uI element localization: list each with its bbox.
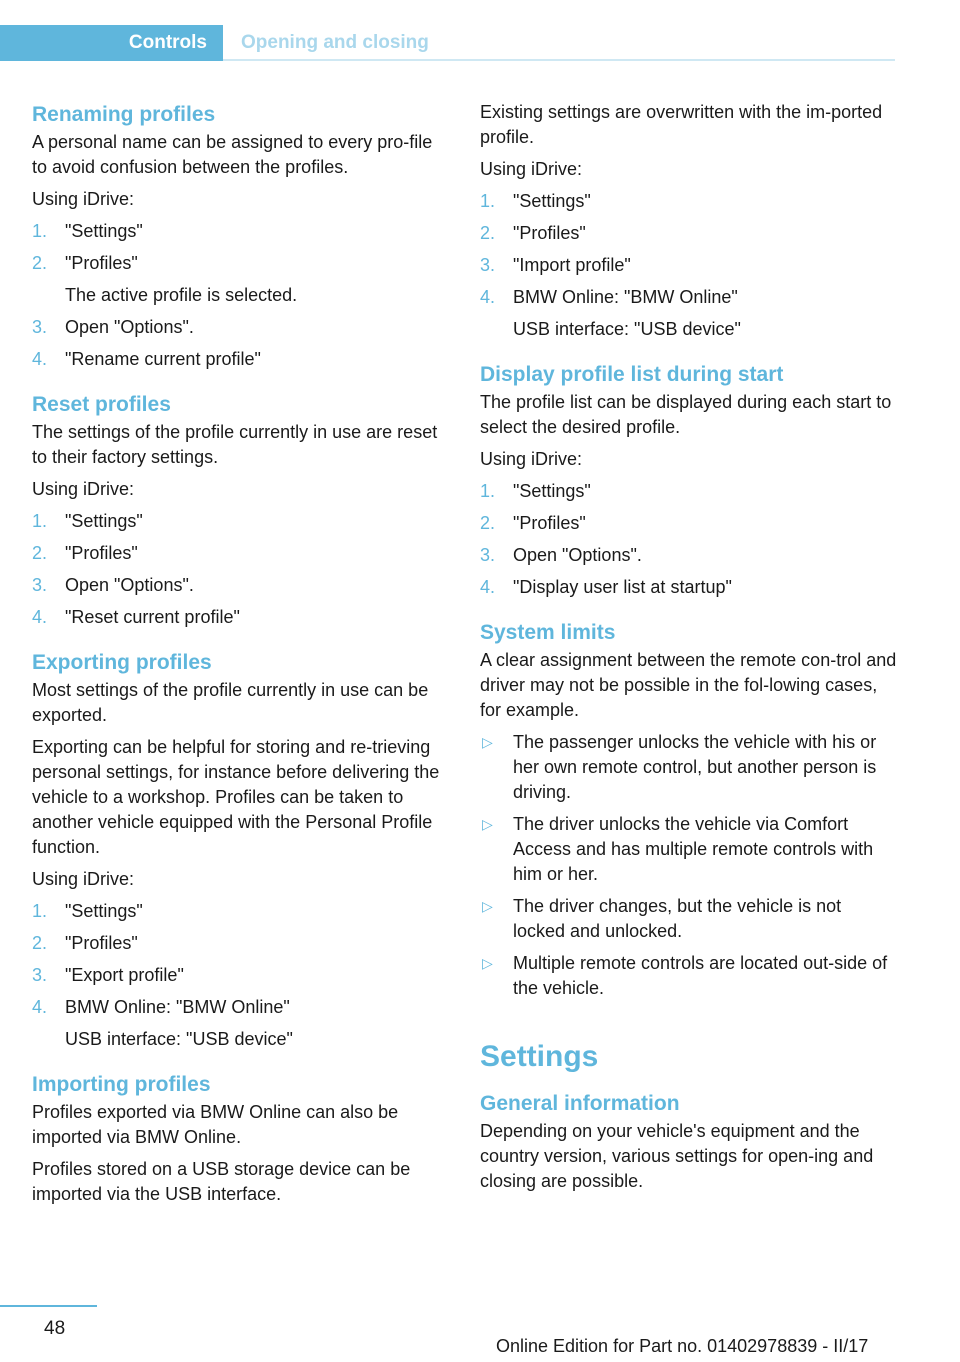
importing-paragraph: Profiles stored on a USB storage device can be imported via the USB interface. (32, 1159, 411, 1204)
step-number: 1. (32, 901, 48, 921)
renaming-using-idrive: Using iDrive: (32, 189, 135, 209)
step-number: 4. (32, 997, 48, 1017)
list-item (480, 511, 898, 536)
header-tab-opening-closing: Opening and closing (241, 32, 429, 53)
list-item (480, 253, 898, 278)
bullet-text: The driver changes, but the vehicle is not locked and unlocked. (513, 896, 842, 941)
step-text: "Profiles" (513, 513, 586, 533)
list-item (32, 251, 450, 308)
step-text: Open "Options". (513, 545, 642, 565)
system-limits-intro: A clear assignment between the remote con-trol and driver may not be possible in the fol-lowing cases, for example. (480, 650, 897, 720)
reset-using-idrive: Using iDrive: (32, 479, 135, 499)
list-item (32, 899, 450, 924)
list-item (32, 995, 450, 1052)
heading-display-profile-list: Display profile list during start (480, 363, 784, 386)
step-text: "Reset current profile" (65, 607, 240, 627)
triangle-bullet-icon: ▷ (482, 816, 493, 832)
reset-intro: The settings of the profile currently in use are reset to their factory settings. (32, 422, 438, 467)
list-item (32, 315, 450, 340)
step-number: 4. (480, 577, 496, 597)
step-text: "Profiles" (65, 253, 138, 273)
step-text: "Display user list at startup" (513, 577, 732, 597)
list-item (480, 543, 898, 568)
step-text: "Rename current profile" (65, 349, 261, 369)
step-number: 2. (480, 513, 496, 533)
step-number: 1. (32, 221, 48, 241)
list-item (32, 931, 450, 956)
page-number: 48 (44, 1318, 66, 1339)
heading-importing-profiles: Importing profiles (32, 1073, 211, 1096)
step-text: BMW Online: "BMW Online" (513, 287, 738, 307)
list-item (32, 541, 450, 566)
list-item (480, 189, 898, 214)
left-column (32, 100, 450, 1214)
step-number: 2. (480, 223, 496, 243)
step-text: "Settings" (65, 221, 143, 241)
heading-renaming-profiles: Renaming profiles (32, 103, 216, 126)
list-item (480, 221, 898, 246)
importing-continued: Existing settings are overwritten with the im-ported profile. (480, 102, 883, 147)
heading-system-limits: System limits (480, 621, 616, 644)
triangle-bullet-icon: ▷ (482, 955, 493, 971)
step-text: BMW Online: "BMW Online" (65, 997, 290, 1017)
display-list-using-idrive: Using iDrive: (480, 449, 583, 469)
header-rule (223, 59, 895, 61)
step-text: "Settings" (65, 511, 143, 531)
step-text: "Settings" (65, 901, 143, 921)
step-number: 4. (32, 349, 48, 369)
step-subtext: USB interface: "USB device" (513, 319, 741, 339)
step-text: "Profiles" (65, 543, 138, 563)
list-item (32, 509, 450, 534)
list-item (32, 573, 450, 598)
list-item (32, 605, 450, 630)
step-number: 3. (32, 965, 48, 985)
list-item (480, 951, 898, 1001)
step-number: 4. (480, 287, 496, 307)
step-number: 3. (32, 317, 48, 337)
list-item (480, 479, 898, 504)
renaming-intro: A personal name can be assigned to every pro-file to avoid confusion between the profiles. (32, 132, 433, 177)
general-information-text: Depending on your vehicle's equipment and the country version, various settings for open-ing and closing are possible. (480, 1121, 874, 1191)
list-item (32, 963, 450, 988)
right-column (480, 100, 898, 1201)
display-list-steps (480, 479, 898, 600)
triangle-bullet-icon: ▷ (482, 898, 493, 914)
list-item (480, 575, 898, 600)
step-number: 4. (32, 607, 48, 627)
footer-edition-text: Online Edition for Part no. 01402978839 - II/17 (496, 1336, 869, 1356)
step-text: "Settings" (513, 481, 591, 501)
step-number: 2. (32, 253, 48, 273)
step-number: 1. (32, 511, 48, 531)
step-text: "Import profile" (513, 255, 631, 275)
list-item (480, 812, 898, 887)
step-number: 1. (480, 191, 496, 211)
step-number: 3. (32, 575, 48, 595)
page-number-rule (0, 1305, 97, 1307)
list-item (480, 894, 898, 944)
step-text: "Settings" (513, 191, 591, 211)
exporting-intro: Most settings of the profile currently in use can be exported. (32, 680, 429, 725)
importing-using-idrive: Using iDrive: (480, 159, 583, 179)
heading-reset-profiles: Reset profiles (32, 393, 171, 416)
system-limits-bullets (480, 730, 898, 1001)
step-number: 3. (480, 545, 496, 565)
step-number: 3. (480, 255, 496, 275)
importing-steps (480, 189, 898, 342)
bullet-text: The driver unlocks the vehicle via Comfort Access and has multiple remote controls with him or her. (513, 814, 874, 884)
step-number: 2. (32, 543, 48, 563)
renaming-steps (32, 219, 450, 372)
step-subtext: The active profile is selected. (65, 285, 298, 305)
step-number: 1. (480, 481, 496, 501)
list-item (32, 347, 450, 372)
list-item (480, 285, 898, 342)
display-list-intro: The profile list can be displayed during each start to select the desired profile. (480, 392, 892, 437)
step-text: "Profiles" (65, 933, 138, 953)
step-text: Open "Options". (65, 317, 194, 337)
step-text: "Profiles" (513, 223, 586, 243)
step-text: Open "Options". (65, 575, 194, 595)
list-item (480, 730, 898, 805)
exporting-steps (32, 899, 450, 1052)
step-number: 2. (32, 933, 48, 953)
header-tab-controls: Controls (0, 25, 223, 61)
reset-steps (32, 509, 450, 630)
step-text: "Export profile" (65, 965, 184, 985)
exporting-paragraph: Exporting can be helpful for storing and re-trieving personal settings, for instance before delivering the vehicle to a workshop. Profiles can be taken to another vehicle equipped with the Personal Profile function. (32, 737, 440, 857)
exporting-using-idrive: Using iDrive: (32, 869, 135, 889)
bullet-text: Multiple remote controls are located out-side of the vehicle. (513, 953, 888, 998)
importing-intro: Profiles exported via BMW Online can also be imported via BMW Online. (32, 1102, 399, 1147)
heading-settings: Settings (480, 1040, 599, 1073)
step-subtext: USB interface: "USB device" (65, 1029, 293, 1049)
triangle-bullet-icon: ▷ (482, 734, 493, 750)
bullet-text: The passenger unlocks the vehicle with his or her own remote control, but another person is driving. (513, 732, 877, 802)
heading-general-information: General information (480, 1092, 680, 1115)
heading-exporting-profiles: Exporting profiles (32, 651, 212, 674)
list-item (32, 219, 450, 244)
